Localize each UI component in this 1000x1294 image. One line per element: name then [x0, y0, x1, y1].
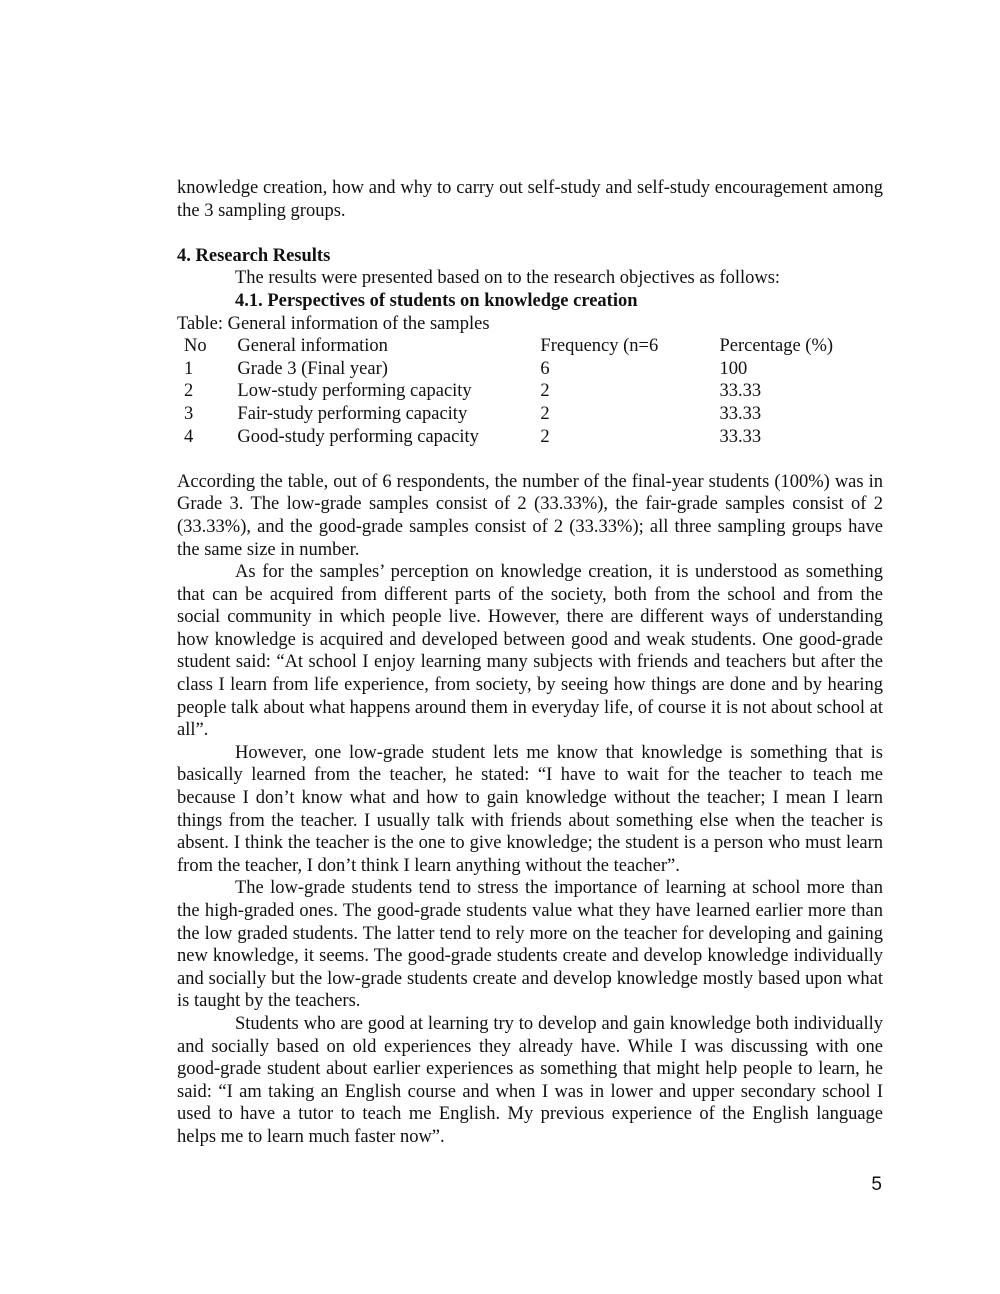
intro-paragraph: knowledge creation, how and why to carry out self-study and self-study encouragement among the 3 sampling groups.	[177, 178, 883, 221]
table-cell: Grade 3 (Final year)	[237, 358, 388, 379]
table-row	[177, 380, 883, 403]
body-paragraph: According the table, out of 6 respondents, the number of the final-year students (100%) was in Grade 3. The low-grade samples consist of 2 (33.33%), the fair-grade samples consist of 2 (33.33%), and the good-grade samples consist of 2 (33.33%); all three sampling groups have the same size in number.	[177, 471, 883, 560]
page-body	[177, 177, 883, 1149]
body-paragraph: However, one low-grade student lets me know that knowledge is something that is basically learned from the teacher, he stated: “I have to wait for the teacher to teach me because I don’t know what and how to gain knowledge without the teacher; I mean I learn things from the teacher. I usually talk with friends about something else when the teacher is absent. I think the teacher is the one to give knowledge; the student is a person who must learn from the teacher, I don’t think I learn anything without the teacher”.	[177, 742, 883, 876]
body-paragraph: The low-grade students tend to stress the importance of learning at school more than the high-graded ones. The good-grade students value what they have learned earlier more than the low graded students. The latter tend to rely more on the teacher for developing and gaining new knowledge, it seems. The good-grade students create and develop knowledge individually and socially but the low-grade students create and develop knowledge mostly based upon what is taught by the teachers.	[177, 878, 883, 1012]
table-cell: 2	[184, 381, 194, 402]
table-caption: Table: General information of the samples	[177, 313, 490, 334]
table-cell: Fair-study performing capacity	[237, 403, 468, 424]
table-cell: 33.33	[719, 426, 762, 447]
table-cell: Good-study performing capacity	[237, 426, 479, 447]
table-cell: 2	[540, 403, 550, 424]
page-number: 5	[871, 1174, 882, 1195]
section-lead: The results were presented based on to the research objectives as follows:	[235, 268, 781, 289]
table-cell: 100	[719, 358, 748, 379]
table-header-cell: Percentage (%)	[719, 336, 834, 357]
table-cell: 2	[540, 426, 550, 447]
table-cell: 2	[540, 381, 550, 402]
table-row	[177, 403, 883, 426]
body-paragraph: Students who are good at learning try to develop and gain knowledge both individually and socially based on old experiences they already have. While I was discussing with one good-grade student about earlier experiences as something that might help people to learn, he said: “I am taking an English course and when I was in lower and upper secondary school I used to have a tutor to teach me English. My previous experience of the English language helps me to learn much faster now”.	[177, 1013, 883, 1147]
table-cell: 3	[184, 403, 194, 424]
table-cell: 33.33	[719, 403, 762, 424]
section-heading: 4. Research Results	[177, 245, 331, 266]
subsection-heading: 4.1. Perspectives of students on knowledge creation	[235, 290, 638, 311]
samples-table	[177, 335, 883, 448]
spacer	[177, 222, 883, 245]
table-header-row	[177, 335, 883, 358]
table-header-cell: No	[184, 336, 207, 357]
table-cell: 1	[184, 358, 194, 379]
table-cell: 33.33	[719, 381, 762, 402]
body-paragraph: As for the samples’ perception on knowledge creation, it is understood as something that can be acquired from different parts of the society, both from the school and from the social community in which people live. However, there are different ways of understanding how knowledge is acquired and developed between good and weak students. One good-grade student said: “At school I enjoy learning many subjects with friends and teachers but after the class I learn from life experience, from society, by seeing how things are done and by hearing people talk about what happens around them in everyday life, of course it is not about school at all”.	[177, 562, 883, 741]
table-cell: Low-study performing capacity	[237, 381, 472, 402]
table-header-cell: General information	[237, 336, 388, 357]
table-row	[177, 358, 883, 381]
spacer	[177, 448, 883, 471]
table-cell: 6	[540, 358, 550, 379]
table-cell: 4	[184, 426, 194, 447]
table-header-cell: Frequency (n=6	[540, 336, 659, 357]
table-row	[177, 426, 883, 449]
